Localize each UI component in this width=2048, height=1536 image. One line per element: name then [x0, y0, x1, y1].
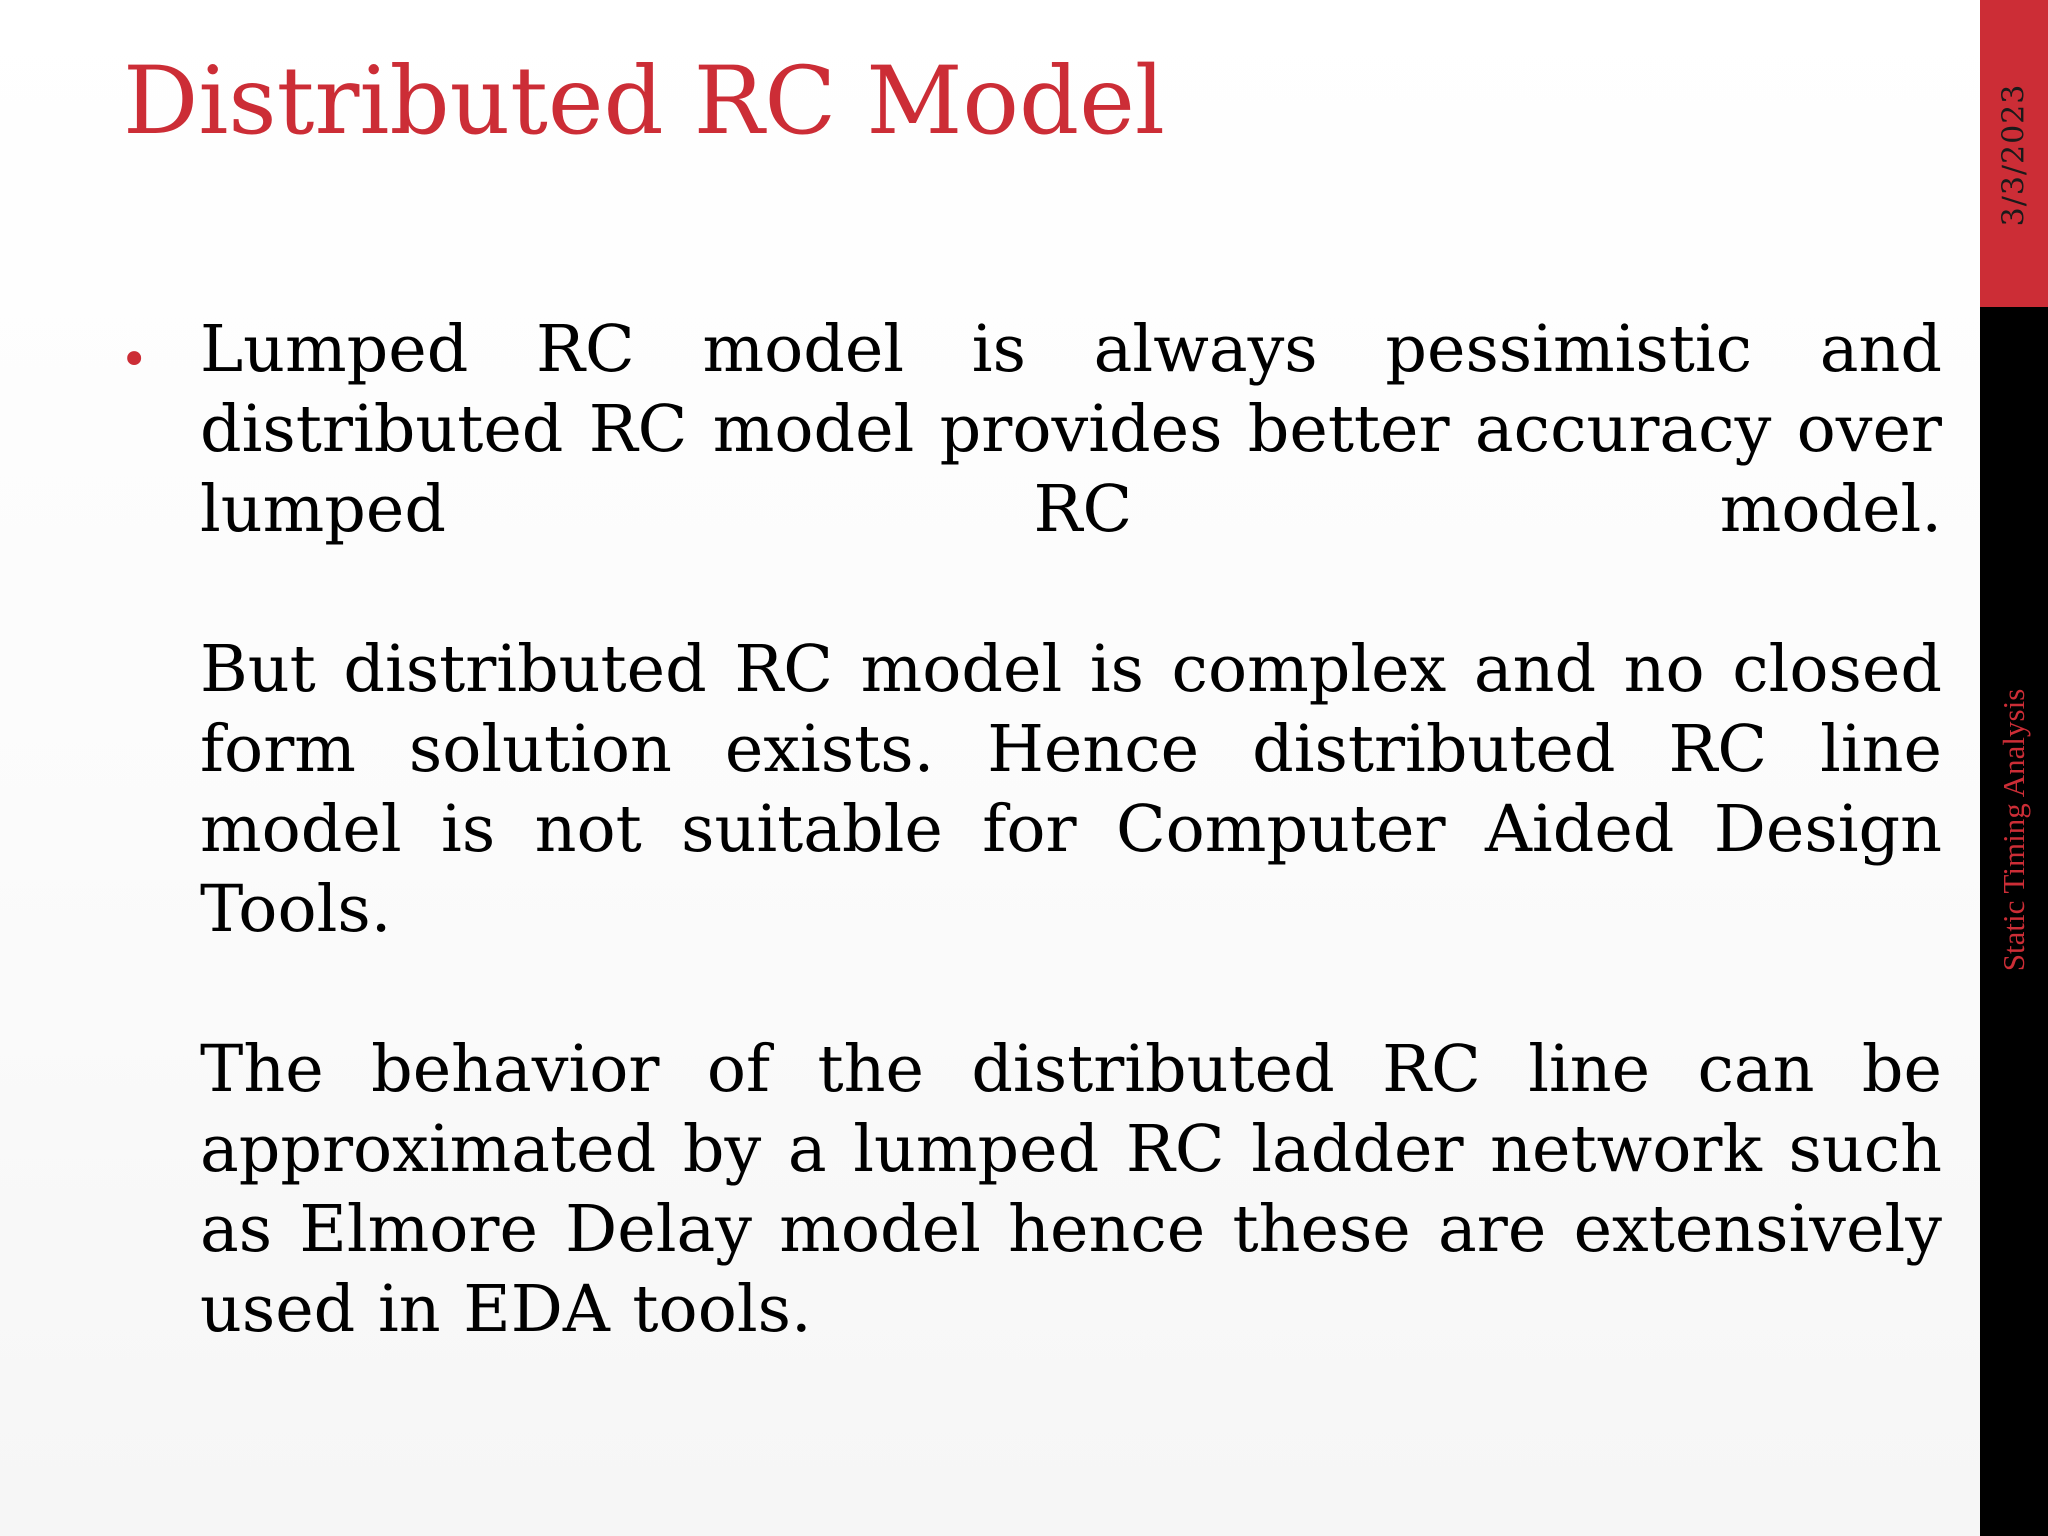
slide-body	[120, 310, 1942, 1350]
right-sidebar	[1980, 0, 2048, 1536]
slide-title: Distributed RC Model	[123, 47, 1165, 156]
bullet-point: •	[120, 332, 149, 388]
body-paragraph-1: Lumped RC model is always pessimistic and distributed RC model provides better accuracy over lumped RC model.	[200, 312, 1942, 547]
slide-date: 3/3/2023	[1996, 83, 2032, 227]
body-paragraph-3: The behavior of the distributed RC line can be approximated by a lumped RC ladder network such as Elmore Delay model hence these are extensively used in EDA tools.	[200, 1032, 1942, 1347]
body-paragraph-2: But distributed RC model is complex and no closed form solution exists. Hence distributed RC line model is not suitable for Computer Aided Design Tools.	[200, 632, 1942, 947]
sidebar-presentation-title: Static Timing Analysis	[1996, 688, 2031, 972]
